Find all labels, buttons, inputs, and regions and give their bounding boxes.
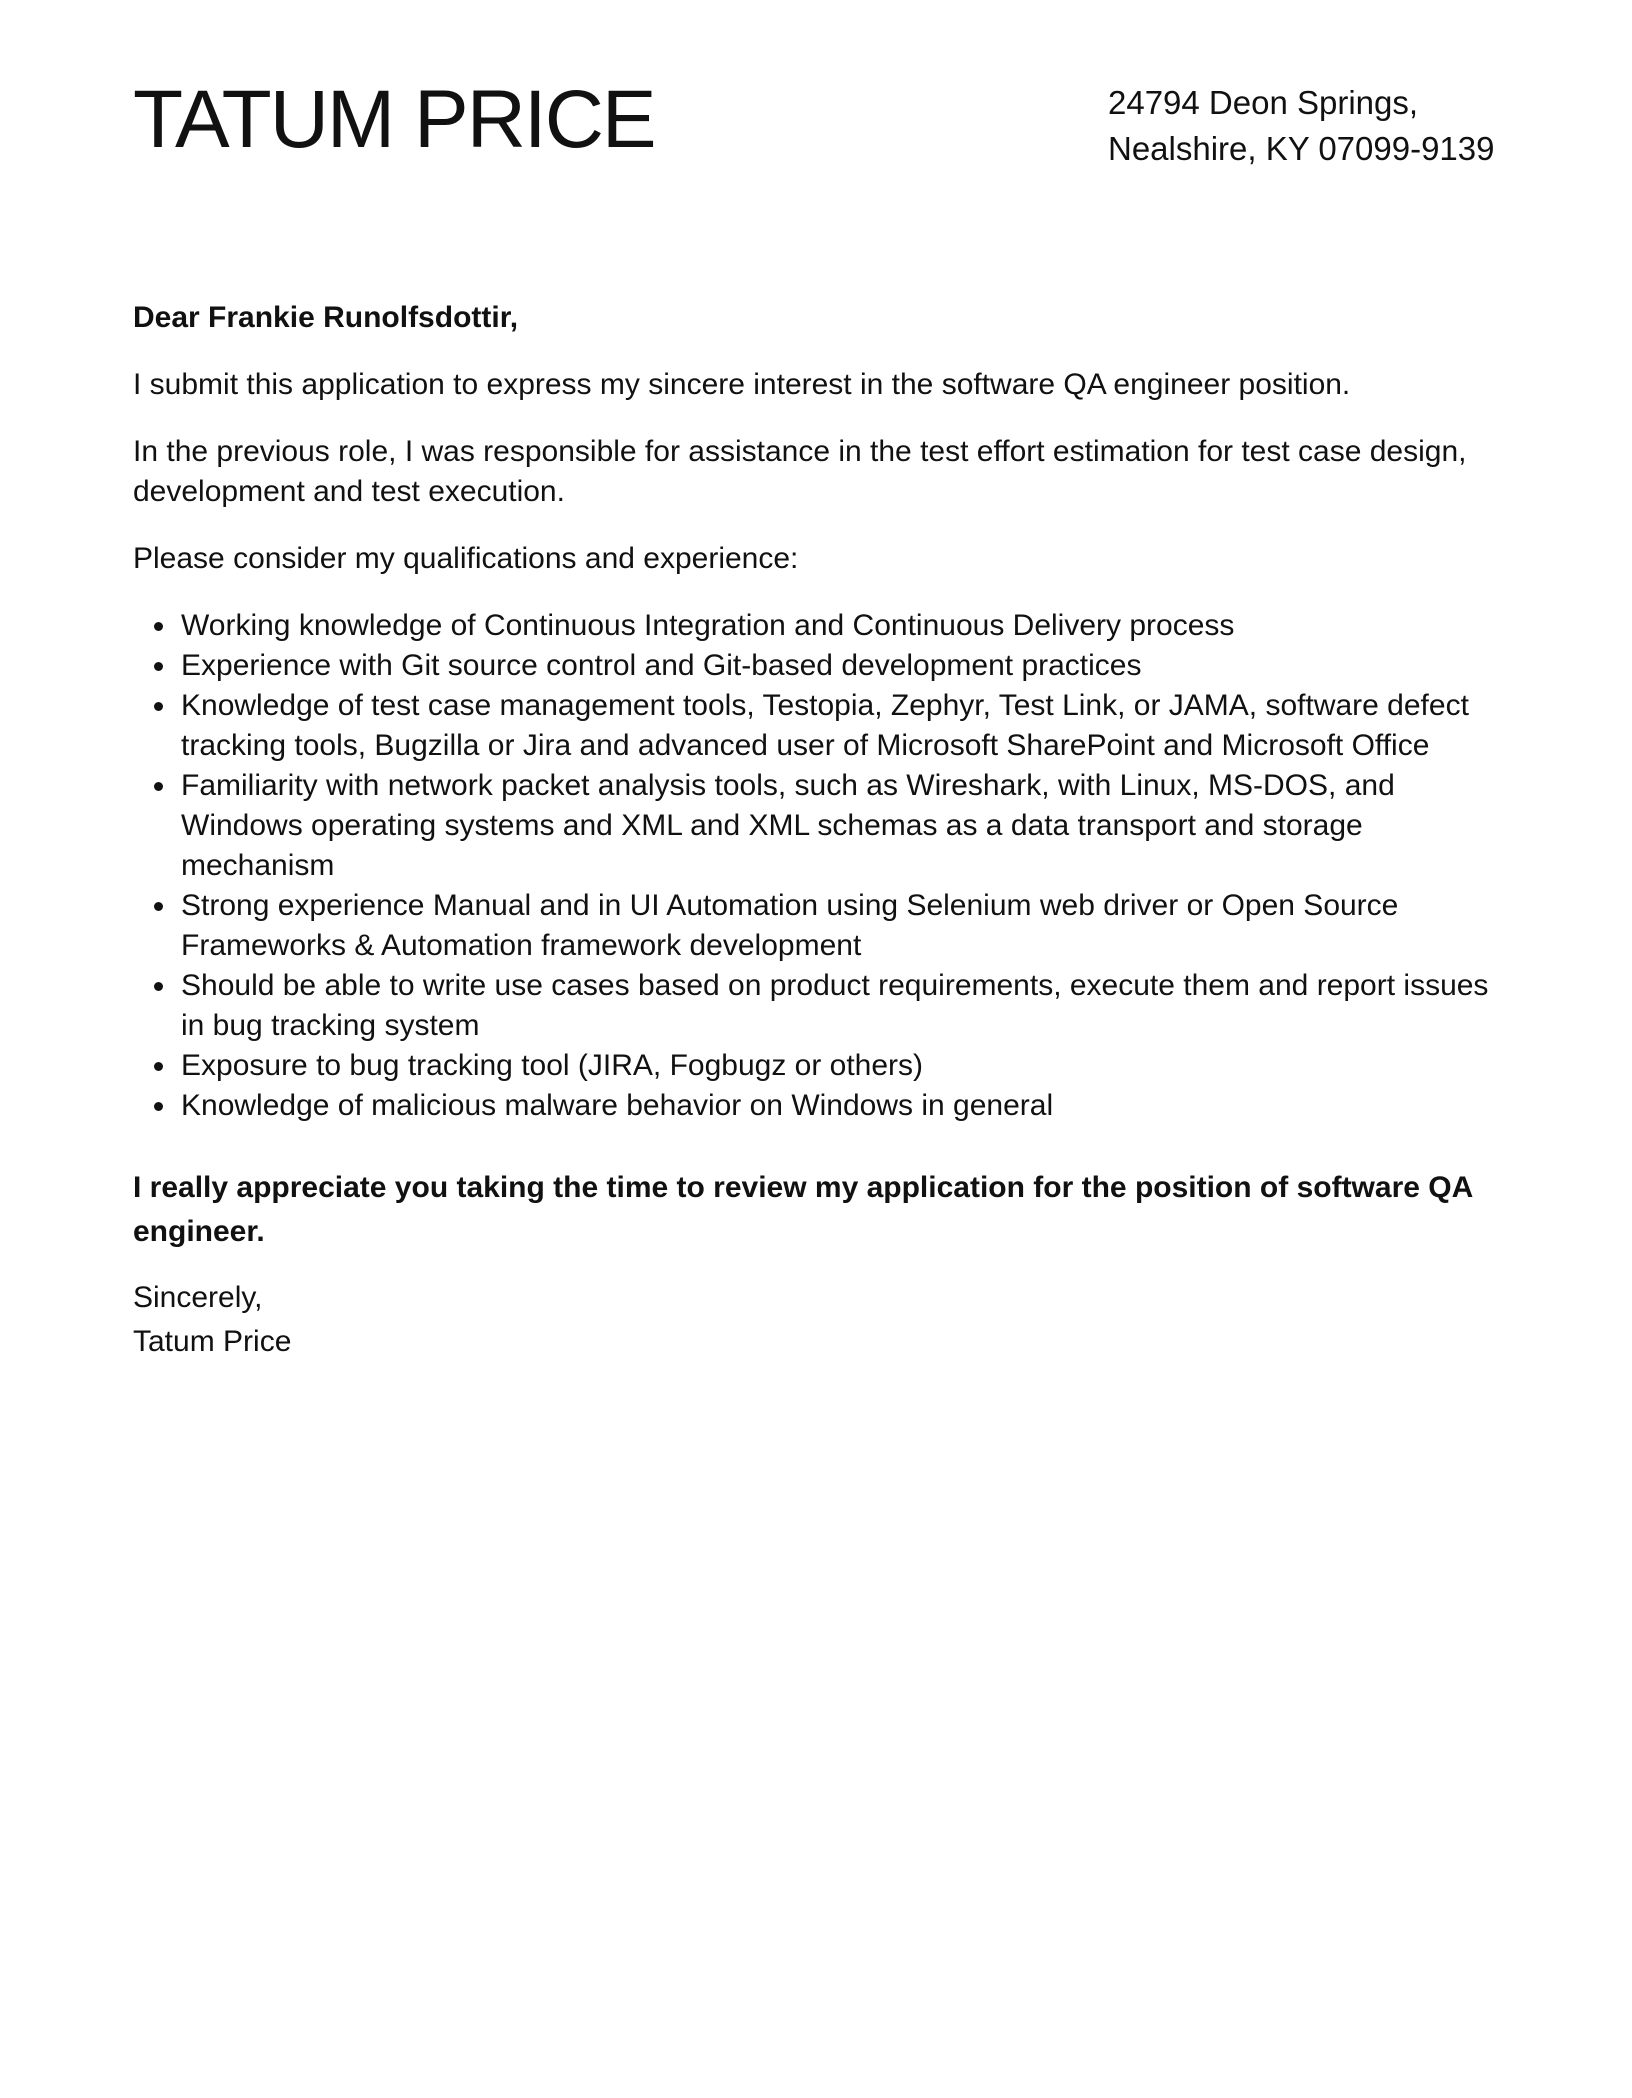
list-item: Knowledge of test case management tools, Testopia, Zephyr, Test Link, or JAMA, software defect tracking tools, Bugzilla or Jira and advanced user of Microsoft SharePoint and Microsoft Office — [181, 686, 1513, 766]
signature-name: Tatum Price — [133, 1325, 292, 1358]
signoff-block — [133, 1276, 1513, 1364]
list-item: Familiarity with network packet analysis tools, such as Wireshark, with Linux, MS-DOS, and Windows operating systems and XML and XML schemas as a data transport and storage mechanism — [181, 766, 1513, 886]
list-item: Working knowledge of Continuous Integration and Continuous Delivery process — [181, 606, 1513, 646]
applicant-name: TATUM PRICE — [133, 74, 655, 165]
list-item: Experience with Git source control and Git-based development practices — [181, 646, 1513, 686]
list-item: Exposure to bug tracking tool (JIRA, Fogbugz or others) — [181, 1046, 1513, 1086]
signoff: Sincerely, — [133, 1281, 263, 1314]
applicant-address — [1108, 80, 1528, 172]
list-item: Should be able to write use cases based on product requirements, execute them and report issues in bug tracking system — [181, 966, 1513, 1046]
address-line-1: 24794 Deon Springs, — [1108, 84, 1419, 121]
list-item: Strong experience Manual and in UI Automation using Selenium web driver or Open Source Frameworks & Automation framework development — [181, 886, 1513, 966]
letter-body — [133, 298, 1513, 1364]
salutation: Dear Frankie Runolfsdottir, — [133, 301, 519, 334]
qualifications-list — [133, 606, 1513, 1126]
closing-paragraph: I really appreciate you taking the time to review my application for the position of software QA engineer. — [133, 1171, 1473, 1248]
previous-role-paragraph: In the previous role, I was responsible for assistance in the test effort estimation for test case design, development and test execution. — [133, 435, 1467, 508]
address-line-2: Nealshire, KY 07099-9139 — [1108, 130, 1495, 167]
qualifications-intro: Please consider my qualifications and experience: — [133, 542, 799, 575]
intro-paragraph: I submit this application to express my sincere interest in the software QA engineer position. — [133, 368, 1351, 401]
list-item: Knowledge of malicious malware behavior on Windows in general — [181, 1086, 1513, 1126]
